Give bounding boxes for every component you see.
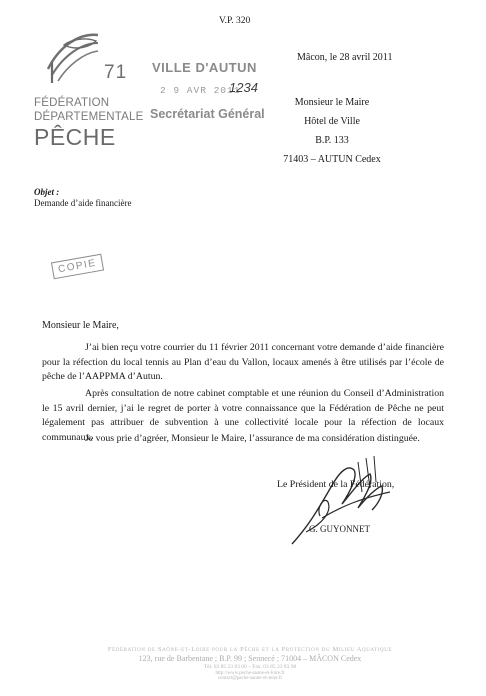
recipient-building: Hôtel de Ville bbox=[304, 116, 360, 127]
recipient-city: 71403 – AUTUN Cedex bbox=[283, 154, 381, 165]
recipient-po-box: B.P. 133 bbox=[315, 135, 349, 146]
recipient-address bbox=[277, 93, 387, 169]
paragraph-closing: Je vous prie d’agréer, Monsieur le Maire, l’assurance de ma considération distinguée. bbox=[85, 433, 420, 444]
paragraph-request: J’ai bien reçu votre courrier du 11 février 2011 concernant votre demande d’aide financière pour la réfection du local tennis au Plan d’eau du Vallon, locaux amenés à être utilisés par l’école de pêche de l’AAPPMA d’Autun. bbox=[42, 342, 444, 382]
place-date: Mâcon, le 28 avril 2011 bbox=[297, 52, 393, 63]
stamp-service: Secrétariat Général bbox=[150, 107, 265, 121]
paragraph-decision: Après consultation de notre cabinet comptable et une réunion du Conseil d’Administration le 15 avril dernier, j’ai le regret de porter à votre connaissance que la Fédération de Pêche ne peut légalement pas attribuer de subvention à une collectivité locale pour la réfection de locaux communaux. bbox=[42, 388, 444, 443]
handwritten-signature bbox=[262, 452, 412, 552]
footer-address: 123, rue de Barbentane ; B.P. 99 ; Sennecé ; 71004 – MÂCON Cedex bbox=[138, 654, 362, 663]
salutation: Monsieur le Maire, bbox=[42, 320, 119, 331]
signatory-title: Le Président de la Fédération, bbox=[277, 479, 395, 490]
stamp-date: 2 9 AVR 2011 bbox=[160, 85, 241, 96]
federation-logo bbox=[34, 25, 144, 155]
subject-text: Demande d’aide financière bbox=[34, 198, 132, 208]
footer-website: http://www.peche-saone-et-loire.fr bbox=[215, 671, 285, 676]
logo-number: 71 bbox=[104, 62, 128, 83]
footer-organization: Fédération de Saône-et-Loire pour la Pêche et la Protection du Milieu Aquatique bbox=[107, 646, 393, 653]
copy-stamp: COPIE bbox=[51, 254, 104, 280]
stamp-town: VILLE D'AUTUN bbox=[152, 60, 257, 75]
stamp-number: 1234 bbox=[229, 80, 258, 95]
reference-number: V.P. 320 bbox=[219, 16, 251, 26]
fish-icon bbox=[42, 25, 102, 85]
logo-line-federation: FÉDÉRATION bbox=[34, 97, 110, 109]
recipient-name: Monsieur le Maire bbox=[294, 97, 370, 108]
signatory-name: G. GUYONNET bbox=[309, 524, 370, 534]
subject-label: Objet : bbox=[34, 187, 60, 197]
footer-email: contact@peche-saone-et-loire.fr bbox=[217, 676, 283, 681]
footer-phone: Tél. 03 85 23 83 00 – Fax. 03 85 23 83 98 bbox=[203, 664, 297, 670]
letterhead-footer bbox=[40, 646, 460, 681]
logo-line-peche: PÊCHE bbox=[34, 124, 116, 150]
logo-line-departementale: DÉPARTEMENTALE bbox=[34, 111, 144, 123]
